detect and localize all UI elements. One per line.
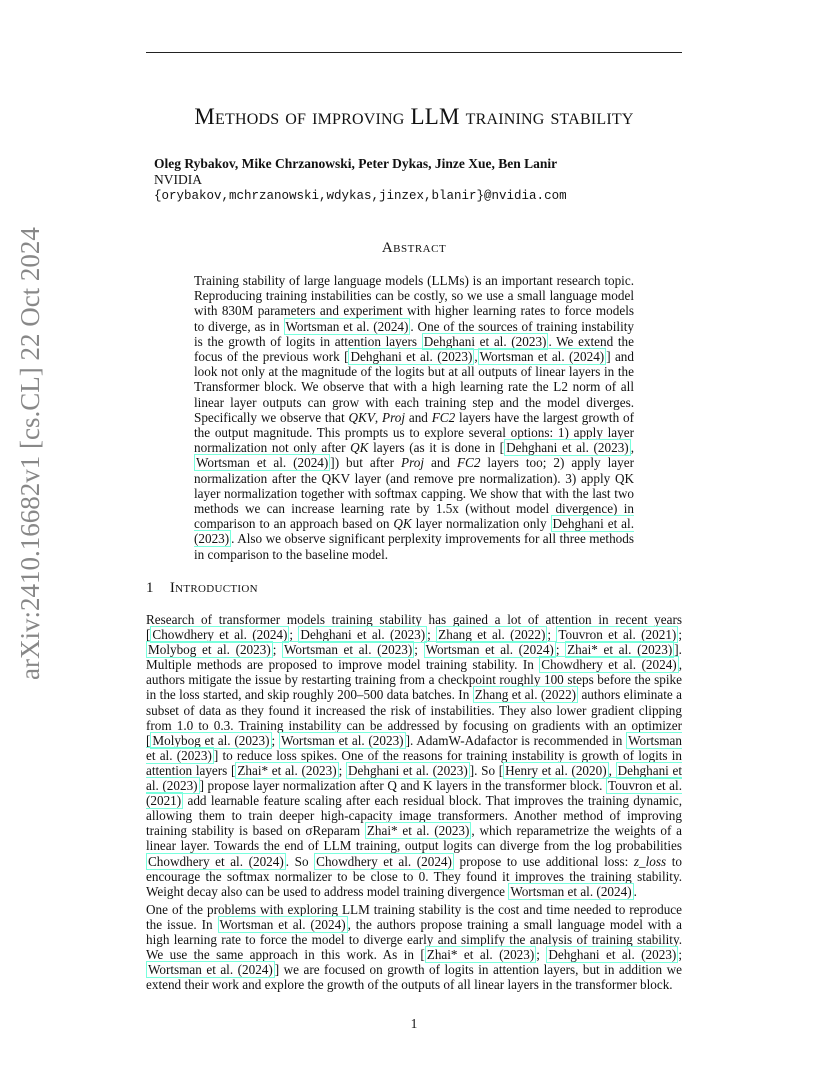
- citation-link[interactable]: Dehghani et al. (2023): [300, 627, 426, 643]
- citation-link[interactable]: Dehghani et al. (2023): [347, 762, 468, 778]
- citation-link[interactable]: Dehghani et al. (2023): [506, 440, 629, 456]
- citation-link[interactable]: Molybog et al. (2023): [152, 732, 270, 748]
- citation-link[interactable]: Wortsman et al. (2024): [219, 917, 346, 933]
- arxiv-identifier: arXiv:2410.16682v1 [cs.CL] 22 Oct 2024: [15, 227, 45, 680]
- citation-link[interactable]: Zhai* et al. (2023): [237, 762, 337, 778]
- abstract-text: Training stability of large language models (LLMs) is an important research topic. Reproducing training instabilities can be costly, so we use a small language model with 830M parameters and experiment with higher learning rates to force models to diverge, as in Wortsman et al. (2024) . One of the sources of training instability is the growth of logits in attention layers Dehghani et al. (2023) . We extend the focus of the previous work [ Dehghani et al. (2023) , Wortsman et al. (2024) ] and look not only at the magnitude of the logits but at all outputs of linear layers in the Transformer block. We observe that with a high learning rate the L2 norm of all linear layer outputs can grow with each training step and the model diverges. Specifically we observe that QKV, Proj and FC2 layers have the largest growth of the output magnitude. This prompts us to explore several options: 1) apply layer normalization not only after QK layers (as it is done in [ Dehghani et al. (2023) , Wortsman et al. (2024) ]) but after Proj and FC2 layers too; 2) apply layer normalization after the QKV layer (and remove pre normalization). 3) apply QK layer normalization together with softmax capping. We show that with the last two methods we can increase learning rate by 1.5x (without model divergence) in comparison to an approach based on QK layer normalization only Dehghani et al. (2023) . Also we observe significant perplexity improvements for all three methods in comparison to the baseline model.: [194, 273, 634, 562]
- abstract-heading: Abstract: [381, 240, 447, 256]
- citation-link[interactable]: Wortsman et al. (2024): [510, 883, 632, 899]
- citation-link[interactable]: Dehghani et al. (2023): [548, 947, 677, 963]
- citation-link[interactable]: Zhai* et al. (2023): [366, 823, 470, 839]
- citation-link[interactable]: Dehghani et al. (2023): [350, 349, 473, 365]
- page-number: 1: [410, 1016, 418, 1031]
- paper-title: Methods of improving LLM training stability: [194, 104, 634, 129]
- citation-link[interactable]: Chowdhery et al. (2024): [148, 853, 284, 869]
- citation-link[interactable]: Wortsman et al. (2024): [196, 455, 329, 471]
- citation-link[interactable]: Henry et al. (2020): [505, 762, 607, 778]
- citation-link[interactable]: Touvron et al. (2021): [146, 778, 682, 809]
- top-rule: [146, 52, 682, 53]
- citation-link[interactable]: Zhai* et al. (2023): [426, 947, 535, 963]
- citation-link[interactable]: Wortsman et al. (2024): [285, 318, 409, 334]
- citation-link[interactable]: Wortsman et al. (2024): [148, 962, 273, 978]
- citation-link[interactable]: Chowdhery et al. (2024): [541, 657, 677, 673]
- intro-paragraph-1: Research of transformer models training stability has gained a lot of attention in recent years [ Chowdhery et al. (2024) ; Dehghani et al. (2023) ; Zhang et al. (2022) ; Touvron et al. (2021) ; Molybog et al. (2023) ; Wortsman et al. (2023) ; Wortsman et al. (2024) ; Zhai* et al. (2023) ]. Multiple methods are proposed to improve model training stability. In Chowdhery et al. (2024) , authors mitigate the issue by restarting training from a checkpoint roughly 100 steps before the spike in the loss started, and skip roughly 200–500 data batches. In Zhang et al. (2022) authors eliminate a subset of data as they found it increased the risk of instabilities. They also lower gradient clipping from 1.0 to 0.3. Training instability can be addressed by focusing on gradients with an optimizer [ Molybog et al. (2023) ; Wortsman et al. (2023) ]. AdamW-Adafactor is recommended in Wortsman et al. (2023) ] to reduce loss spikes. One of the reasons for training instability is growth of logits in attention layers [ Zhai* et al. (2023) ; Dehghani et al. (2023) ]. So [ Henry et al. (2020) , Dehghani et al. (2023) ] propose layer normalization after Q and K layers in the transformer block. Touvron et al. (2021) add learnable feature scaling after each residual block. That improves the training dynamic, allowing them to train deeper high-capacity image transformers. Another method of improving training stability is based on σReparam Zhai* et al. (2023) , which reparametrize the weights of a linear layer. Towards the end of LLM training, output logits can diverge from the log probabilities Chowdhery et al. (2024) . So Chowdhery et al. (2024) propose to use additional loss: z_loss to encourage the softmax normalizer to be close to 0. They found it improves the training stability. Weight decay also can be used to address model training divergence Wortsman et al. (2024) .: [146, 612, 683, 899]
- citation-link[interactable]: Dehghani et al. (2023): [146, 762, 683, 794]
- section-heading: 1 Introduction: [146, 580, 258, 596]
- author-names: Oleg Rybakov, Mike Chrzanowski, Peter Dykas, Jinze Xue, Ben Lanir: [154, 156, 558, 171]
- citation-link[interactable]: Dehghani et al. (2023): [423, 333, 547, 349]
- intro-paragraph-2: One of the problems with exploring LLM training stability is the cost and time needed to reproduce the issue. In Wortsman et al. (2024) , the authors propose training a small language model with a high learning rate to force the model to diverge early and simplify the analysis of training stability. We use the same approach in this work. As in [ Zhai* et al. (2023) ; Dehghani et al. (2023) ; Wortsman et al. (2024) ] we are focused on growth of logits in attention layers, but in addition we extend their work and explore the growth of the outputs of all linear layers in the transformer block.: [146, 902, 682, 993]
- author-emails: {orybakov,mchrzanowski,wdykas,jinzex,blanir}@nvidia.com: [154, 189, 567, 203]
- author-block: [154, 156, 567, 204]
- citation-link[interactable]: Zhang et al. (2022): [474, 687, 577, 703]
- citation-link[interactable]: Zhai* et al. (2023): [567, 642, 673, 658]
- citation-link[interactable]: Wortsman et al. (2023): [280, 732, 404, 748]
- citation-link[interactable]: Zhang et al. (2022): [438, 627, 546, 643]
- citation-link[interactable]: Wortsman et al. (2024): [425, 642, 554, 658]
- citation-link[interactable]: Wortsman et al. (2023): [146, 732, 682, 763]
- citation-link[interactable]: Molybog et al. (2023): [148, 642, 271, 658]
- citation-link[interactable]: Wortsman et al. (2024): [479, 349, 605, 365]
- affiliation: NVIDIA: [154, 172, 202, 187]
- citation-link[interactable]: Chowdhery et al. (2024): [152, 627, 288, 643]
- citation-link[interactable]: Dehghani et al. (2023): [194, 516, 634, 547]
- citation-link[interactable]: Touvron et al. (2021): [558, 627, 677, 643]
- citation-link[interactable]: Wortsman et al. (2023): [284, 642, 413, 658]
- citation-link[interactable]: Chowdhery et al. (2024): [316, 853, 452, 869]
